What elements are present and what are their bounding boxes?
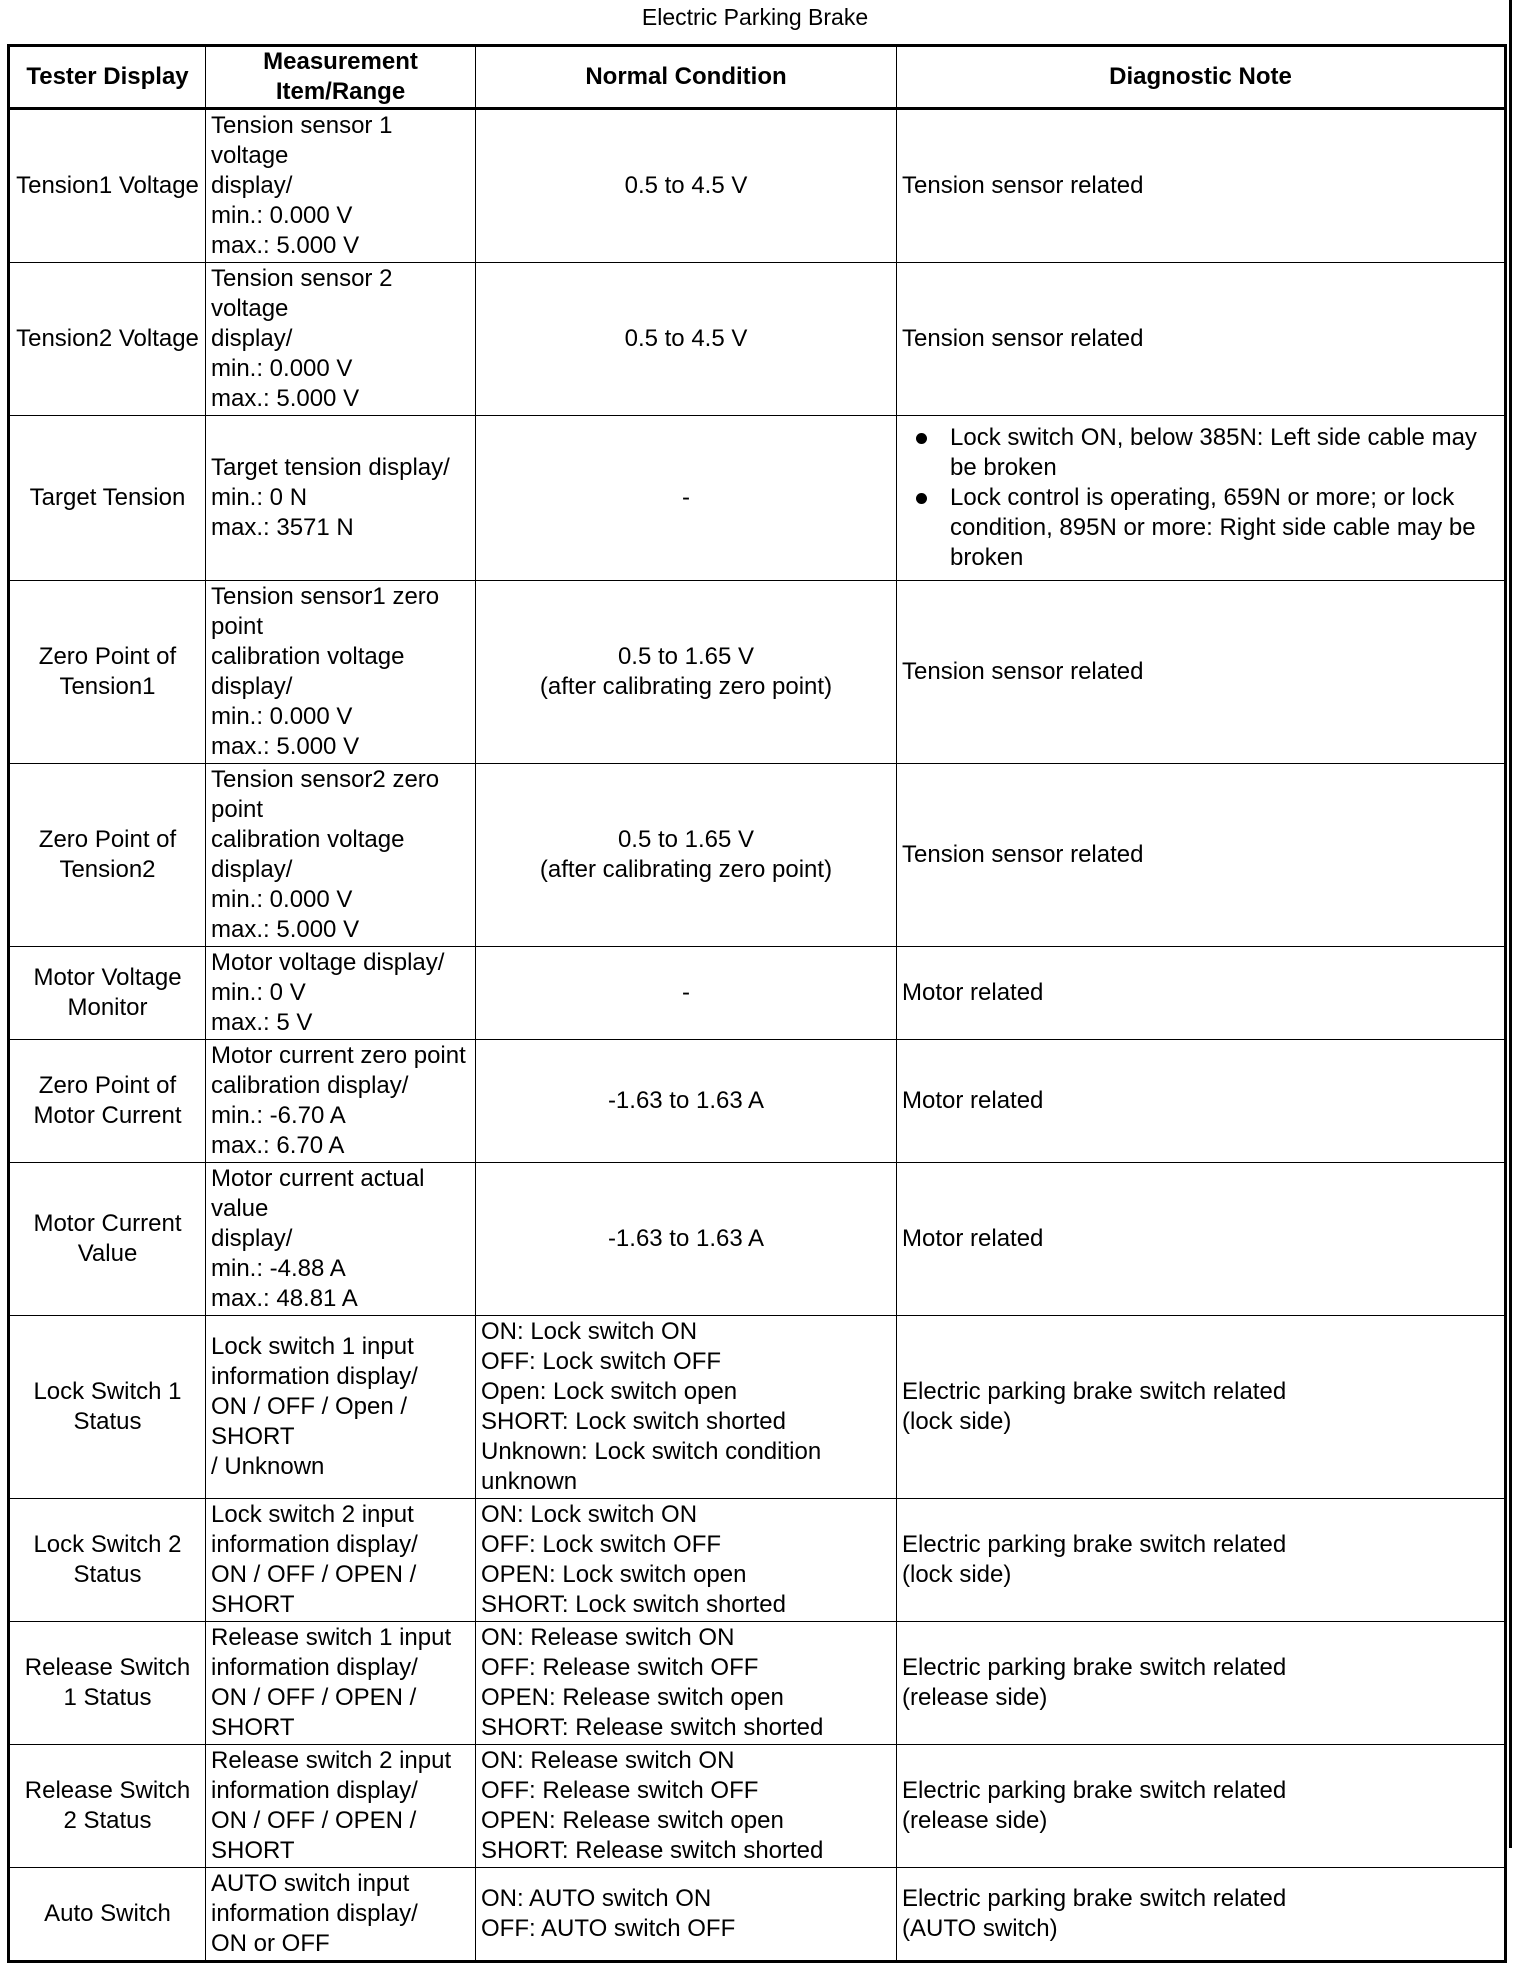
range-line: display/: [211, 172, 293, 199]
range-line: Motor voltage display/: [211, 949, 445, 976]
table-row: [9, 263, 1506, 416]
diagnostic-note-text: Lock switch ON, below 385N: Left side cable may be broken: [950, 424, 1477, 481]
tester-display-cell: Motor Current Value: [9, 1163, 206, 1316]
normal-condition-line: 0.5 to 1.65 V: [617, 643, 755, 670]
range-line: information display/: [211, 1900, 418, 1927]
diagnostic-note-cell: [897, 764, 1506, 947]
range-line: display/: [211, 325, 293, 352]
table-body: [9, 109, 1506, 1962]
normal-condition-cell: [476, 263, 897, 416]
table-row: [9, 581, 1506, 764]
range-line: min.: -4.88 A: [211, 1255, 346, 1282]
range-line: Tension sensor2 zero point: [211, 766, 440, 823]
tester-display-cell: Tension2 Voltage: [9, 263, 206, 416]
diagnostic-note-cell: [897, 109, 1506, 263]
normal-condition-cell: [476, 764, 897, 947]
range-line: max.: 5.000 V: [211, 733, 360, 760]
tester-display-cell: Lock Switch 2 Status: [9, 1499, 206, 1622]
table-row: [9, 1316, 1506, 1499]
normal-condition-line: ON: Release switch ON: [481, 1624, 735, 1651]
table-row: [9, 109, 1506, 263]
range-line: ON / OFF / OPEN / SHORT: [211, 1684, 417, 1741]
range-line: Tension sensor1 zero point: [211, 583, 440, 640]
diagnostic-note-line: (lock side): [902, 1561, 1012, 1588]
normal-condition-cell: [476, 1040, 897, 1163]
measurement-range-cell: [206, 1499, 476, 1622]
range-line: min.: 0.000 V: [211, 886, 353, 913]
range-line: Motor current zero point: [211, 1042, 466, 1069]
tester-display-cell: Zero Point of Tension2: [9, 764, 206, 947]
normal-condition-cell: [476, 1163, 897, 1316]
normal-condition-cell: [476, 1499, 897, 1622]
measurement-range-cell: [206, 581, 476, 764]
diagnostic-note-line: Tension sensor related: [902, 841, 1144, 868]
range-line: min.: 0.000 V: [211, 202, 353, 229]
normal-condition-line: OFF: Release switch OFF: [481, 1654, 759, 1681]
normal-condition-line: -: [682, 979, 690, 1006]
diagnostic-note-cell: [897, 1163, 1506, 1316]
range-line: min.: 0.000 V: [211, 703, 353, 730]
diagnostic-note-cell: [897, 1316, 1506, 1499]
table-row: [9, 947, 1506, 1040]
diagnostic-note-cell: [897, 416, 1506, 581]
tester-display-cell: Release Switch 2 Status: [9, 1745, 206, 1868]
normal-condition-line: -: [682, 484, 690, 511]
range-line: max.: 3571 N: [211, 514, 354, 541]
normal-condition-line: 0.5 to 4.5 V: [624, 172, 748, 199]
range-line: information display/: [211, 1654, 418, 1681]
normal-condition-cell: [476, 1622, 897, 1745]
diagnostic-note-cell: [897, 1040, 1506, 1163]
column-header-diagnostic-note: Diagnostic Note: [897, 46, 1506, 109]
normal-condition-line: Unknown: Lock switch condition unknown: [481, 1438, 822, 1495]
measurement-range-cell: [206, 1745, 476, 1868]
normal-condition-line: 0.5 to 1.65 V: [617, 826, 755, 853]
range-line: information display/: [211, 1531, 418, 1558]
table-row: [9, 1040, 1506, 1163]
range-line: / Unknown: [211, 1453, 325, 1480]
range-line: Tension sensor 2 voltage: [211, 265, 393, 322]
tester-display-cell: Release Switch 1 Status: [9, 1622, 206, 1745]
table-row: [9, 1163, 1506, 1316]
normal-condition-line: SHORT: Lock switch shorted: [481, 1591, 787, 1618]
measurement-range-cell: [206, 1040, 476, 1163]
table-row: [9, 1622, 1506, 1745]
range-line: Target tension display/: [211, 454, 450, 481]
normal-condition-cell: [476, 1745, 897, 1868]
measurement-range-cell: [206, 416, 476, 581]
range-line: Release switch 1 input: [211, 1624, 452, 1651]
diagnostic-note-list: [902, 423, 1499, 573]
diagnostic-note-cell: [897, 947, 1506, 1040]
measurement-range-cell: [206, 109, 476, 263]
normal-condition-line: OPEN: Release switch open: [481, 1807, 784, 1834]
normal-condition-cell: [476, 1316, 897, 1499]
diagnostic-note-cell: [897, 1622, 1506, 1745]
diagnostic-note-line: Motor related: [902, 979, 1044, 1006]
normal-condition-cell: [476, 416, 897, 581]
normal-condition-line: OFF: Lock switch OFF: [481, 1531, 722, 1558]
diagnostic-note-line: Motor related: [902, 1225, 1044, 1252]
tester-display-cell: Motor Voltage Monitor: [9, 947, 206, 1040]
tester-display-cell: Target Tension: [9, 416, 206, 581]
diagnostic-note-line: Electric parking brake switch related: [902, 1654, 1287, 1681]
table-row: [9, 764, 1506, 947]
normal-condition-line: Open: Lock switch open: [481, 1378, 738, 1405]
diagnostic-note-line: (release side): [902, 1684, 1048, 1711]
range-line: Release switch 2 input: [211, 1747, 452, 1774]
diagnostic-note-line: (lock side): [902, 1408, 1012, 1435]
range-line: max.: 5.000 V: [211, 232, 360, 259]
measurement-range-cell: [206, 1868, 476, 1962]
range-line: Lock switch 2 input: [211, 1501, 414, 1528]
diagnostic-note-cell: [897, 581, 1506, 764]
diagnostic-note-line: Electric parking brake switch related: [902, 1885, 1287, 1912]
range-line: calibration display/: [211, 1072, 409, 1099]
table-row: [9, 1499, 1506, 1622]
range-line: max.: 5.000 V: [211, 385, 360, 412]
page-edge-rule: [1509, 0, 1512, 1848]
diagnostic-note-cell: [897, 263, 1506, 416]
bullet-dot-icon: [916, 433, 927, 444]
normal-condition-cell: [476, 581, 897, 764]
normal-condition-line: OPEN: Release switch open: [481, 1684, 784, 1711]
normal-condition-cell: [476, 109, 897, 263]
measurement-range-cell: [206, 1163, 476, 1316]
range-line: calibration voltage display/: [211, 826, 405, 883]
diagnostic-note-line: Motor related: [902, 1087, 1044, 1114]
normal-condition-line: -1.63 to 1.63 A: [607, 1225, 765, 1252]
diagnostic-note-line: (AUTO switch): [902, 1915, 1058, 1942]
diagnostic-note-line: Tension sensor related: [902, 325, 1144, 352]
range-line: ON / OFF / OPEN / SHORT: [211, 1561, 417, 1618]
bullet-dot-icon: [916, 493, 927, 504]
measurement-range-cell: [206, 1316, 476, 1499]
column-header-tester-display: Tester Display: [9, 46, 206, 109]
table-row: [9, 1745, 1506, 1868]
normal-condition-cell: [476, 947, 897, 1040]
diagnostic-note-cell: [897, 1499, 1506, 1622]
column-header-measurement-item: Measurement Item/Range: [206, 46, 476, 109]
range-line: ON / OFF / Open / SHORT: [211, 1393, 408, 1450]
normal-condition-cell: [476, 1868, 897, 1962]
range-line: min.: -6.70 A: [211, 1102, 346, 1129]
diagnostic-note-line: Electric parking brake switch related: [902, 1777, 1287, 1804]
range-line: calibration voltage display/: [211, 643, 405, 700]
normal-condition-line: SHORT: Lock switch shorted: [481, 1408, 787, 1435]
tester-display-cell: Tension1 Voltage: [9, 109, 206, 263]
normal-condition-line: (after calibrating zero point): [539, 856, 833, 883]
normal-condition-line: (after calibrating zero point): [539, 673, 833, 700]
tester-display-cell: Lock Switch 1 Status: [9, 1316, 206, 1499]
range-line: max.: 5 V: [211, 1009, 313, 1036]
normal-condition-line: ON: AUTO switch ON: [481, 1885, 712, 1912]
range-line: max.: 48.81 A: [211, 1285, 358, 1312]
range-line: max.: 5.000 V: [211, 916, 360, 943]
range-line: min.: 0 N: [211, 484, 308, 511]
tester-display-cell: Zero Point of Tension1: [9, 581, 206, 764]
range-line: Lock switch 1 input: [211, 1333, 414, 1360]
normal-condition-line: ON: Lock switch ON: [481, 1501, 698, 1528]
normal-condition-line: ON: Lock switch ON: [481, 1318, 698, 1345]
range-line: ON or OFF: [211, 1930, 330, 1957]
normal-condition-line: OPEN: Lock switch open: [481, 1561, 747, 1588]
column-header-normal-condition: Normal Condition: [476, 46, 897, 109]
diagnostic-note-line: Electric parking brake switch related: [902, 1531, 1287, 1558]
range-line: ON / OFF / OPEN / SHORT: [211, 1807, 417, 1864]
range-line: min.: 0 V: [211, 979, 306, 1006]
normal-condition-line: OFF: Lock switch OFF: [481, 1348, 722, 1375]
normal-condition-line: OFF: AUTO switch OFF: [481, 1915, 736, 1942]
table-header-row: [9, 46, 1506, 109]
normal-condition-line: 0.5 to 4.5 V: [624, 325, 748, 352]
range-line: Motor current actual value: [211, 1165, 425, 1222]
table-caption: Electric Parking Brake: [641, 4, 869, 30]
range-line: Tension sensor 1 voltage: [211, 112, 393, 169]
diagnostic-note-cell: [897, 1745, 1506, 1868]
measurement-range-cell: [206, 764, 476, 947]
normal-condition-line: SHORT: Release switch shorted: [481, 1714, 824, 1741]
diagnostic-note-line: Tension sensor related: [902, 172, 1144, 199]
diagnostic-note-item: [902, 483, 1499, 573]
diagnostic-note-cell: [897, 1868, 1506, 1962]
normal-condition-line: SHORT: Release switch shorted: [481, 1837, 824, 1864]
diagnostic-note-line: (release side): [902, 1807, 1048, 1834]
table-row: [9, 1868, 1506, 1962]
electric-parking-brake-table: [7, 44, 1507, 1963]
range-line: min.: 0.000 V: [211, 355, 353, 382]
diagnostic-note-line: Electric parking brake switch related: [902, 1378, 1287, 1405]
measurement-range-cell: [206, 947, 476, 1040]
measurement-range-cell: [206, 1622, 476, 1745]
range-line: information display/: [211, 1363, 418, 1390]
range-line: information display/: [211, 1777, 418, 1804]
diagnostic-note-line: Tension sensor related: [902, 658, 1144, 685]
tester-display-cell: Auto Switch: [9, 1868, 206, 1962]
normal-condition-line: ON: Release switch ON: [481, 1747, 735, 1774]
normal-condition-line: -1.63 to 1.63 A: [607, 1087, 765, 1114]
range-line: AUTO switch input: [211, 1870, 410, 1897]
measurement-range-cell: [206, 263, 476, 416]
diagnostic-note-item: [902, 423, 1499, 483]
table-row: [9, 416, 1506, 581]
range-line: display/: [211, 1225, 293, 1252]
normal-condition-line: OFF: Release switch OFF: [481, 1777, 759, 1804]
tester-display-cell: Zero Point of Motor Current: [9, 1040, 206, 1163]
range-line: max.: 6.70 A: [211, 1132, 345, 1159]
diagnostic-note-text: Lock control is operating, 659N or more; or lock condition, 895N or more: Right side cable may be broken: [950, 484, 1476, 571]
